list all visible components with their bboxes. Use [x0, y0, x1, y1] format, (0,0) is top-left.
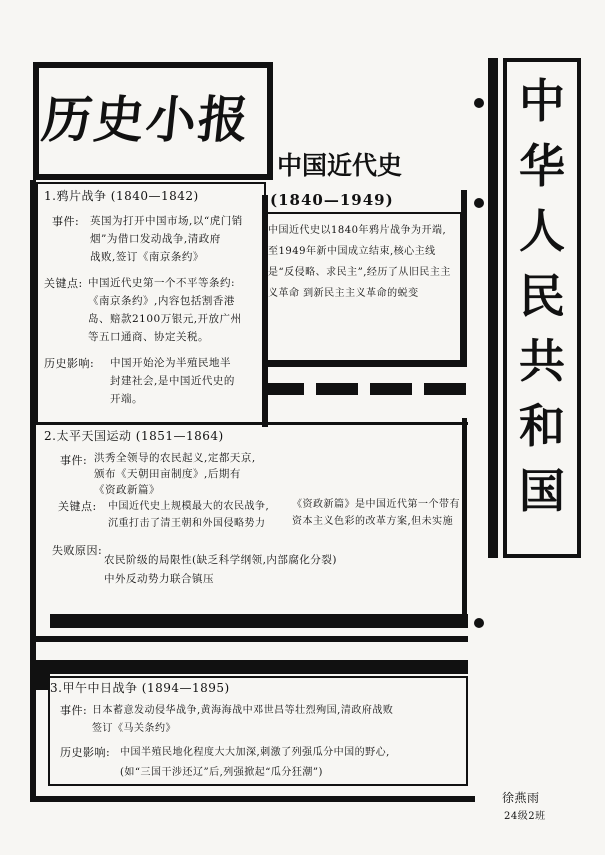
section2-key-right-line: 《资政新篇》是中国近代第一个带有 [292, 499, 460, 510]
intro-line: 中国近代史以1840年鸦片战争为开端, [268, 225, 447, 236]
intro-shadow-right [461, 190, 467, 366]
section3-impact-line: (如“三国干涉还辽”后,列强掀起“瓜分狂潮”) [120, 767, 323, 778]
section2-heading: 2.太平天国运动 (1851—1864) [44, 429, 224, 443]
section3-top-bar [36, 660, 468, 674]
section1-key-line: 《南京条约》,内容包括割香港 [88, 295, 235, 307]
section1-event-line: 战败,签订《南京条约》 [90, 251, 204, 263]
side-char: 华 [519, 139, 565, 193]
bullet-dot [474, 618, 484, 628]
intro-shadow-bottom [262, 361, 467, 367]
section1-event-label: 事件: [52, 215, 80, 228]
separator-dash [262, 383, 304, 395]
separator-dash [370, 383, 412, 395]
side-char: 中 [519, 74, 565, 128]
page-title: 历史小报 [38, 90, 254, 149]
section2-fail-label: 失败原因: [52, 544, 103, 557]
section1-impact-line: 开端。 [110, 393, 143, 405]
section2-event-line: 《资政新篇》 [94, 484, 160, 496]
intro-line: 义革命 到新民主主义革命的蜕变 [268, 288, 419, 299]
side-char: 民 [519, 269, 565, 323]
section2-key-label: 关键点: [58, 500, 97, 513]
section2-key-left-line: 沉重打击了清王朝和外国侵略势力 [108, 518, 266, 529]
section2-top-rule [36, 422, 468, 425]
section3-event-line: 签订《马关条约》 [92, 723, 176, 734]
section1-event-line: 英国为打开中国市场,以“虎门销 [90, 215, 243, 227]
section1-key-line: 岛、赔款2100万银元,开放广州 [88, 313, 242, 325]
section1-heading: 1.鸦片战争 (1840—1842) [44, 189, 199, 203]
separator-dash [316, 383, 358, 395]
signature-class: 24级2班 [504, 811, 546, 822]
section1-event-line: 烟”为借口发动战争,清政府 [90, 233, 221, 245]
mid-bar [36, 636, 468, 642]
section2-key-left-line: 中国近代史上规模最大的农民战争, [108, 501, 270, 512]
section3-impact-line: 中国半殖民地化程度大大加深,刺激了列强瓜分中国的野心, [120, 747, 390, 758]
section3-event-line: 日本蓄意发动侵华战争,黄海海战中邓世昌等壮烈殉国,清政府战败 [92, 705, 394, 716]
section2-bottom-bar [50, 614, 468, 628]
subtitle: 中国近代史 [277, 151, 403, 180]
section1-impact-label: 历史影响: [44, 357, 95, 370]
separator-dash [424, 383, 466, 395]
section3-heading: 3.甲午中日战争 (1894—1895) [50, 681, 230, 695]
section2-event-label: 事件: [60, 454, 88, 467]
section1-impact-line: 中国开始沦为半殖民地半 [110, 357, 231, 369]
section2-fail-line: 中外反动势力联合镇压 [104, 573, 214, 585]
bottom-border [30, 796, 475, 802]
section3-impact-label: 历史影响: [60, 746, 111, 759]
side-banner-bar [488, 58, 498, 558]
section2-event-line: 洪秀全领导的农民起义,定都天京, [94, 452, 256, 464]
bullet-dot [474, 198, 484, 208]
section2-right-rule [462, 418, 467, 616]
signature-name: 徐燕雨 [502, 791, 540, 805]
section1-impact-line: 封建社会,是中国近代史的 [110, 375, 235, 387]
section3-event-label: 事件: [60, 704, 88, 717]
section3-left-bar [36, 660, 50, 690]
side-char: 和 [519, 399, 565, 453]
section2-event-line: 颁布《天朝田亩制度》,后期有 [94, 468, 241, 480]
period-label: (1840—1949) [270, 191, 394, 209]
side-char: 共 [519, 334, 565, 388]
section1-key-label: 关键点: [44, 277, 83, 290]
section2-fail-line: 农民阶级的局限性(缺乏科学纲领,内部腐化分裂) [104, 554, 338, 566]
intro-line: 至1949年新中国成立结束,核心主线 [268, 246, 436, 257]
section1-key-line: 中国近代史第一个不平等条约: [88, 277, 236, 289]
side-char: 国 [519, 464, 565, 518]
section2-key-right-line: 资本主义色彩的改革方案,但未实施 [292, 516, 454, 527]
bullet-dot [474, 98, 484, 108]
side-char: 人 [519, 204, 565, 258]
section1-key-line: 等五口通商、协定关税。 [88, 331, 209, 343]
intro-line: 是“反侵略、求民主”,经历了从旧民主主 [268, 267, 451, 278]
